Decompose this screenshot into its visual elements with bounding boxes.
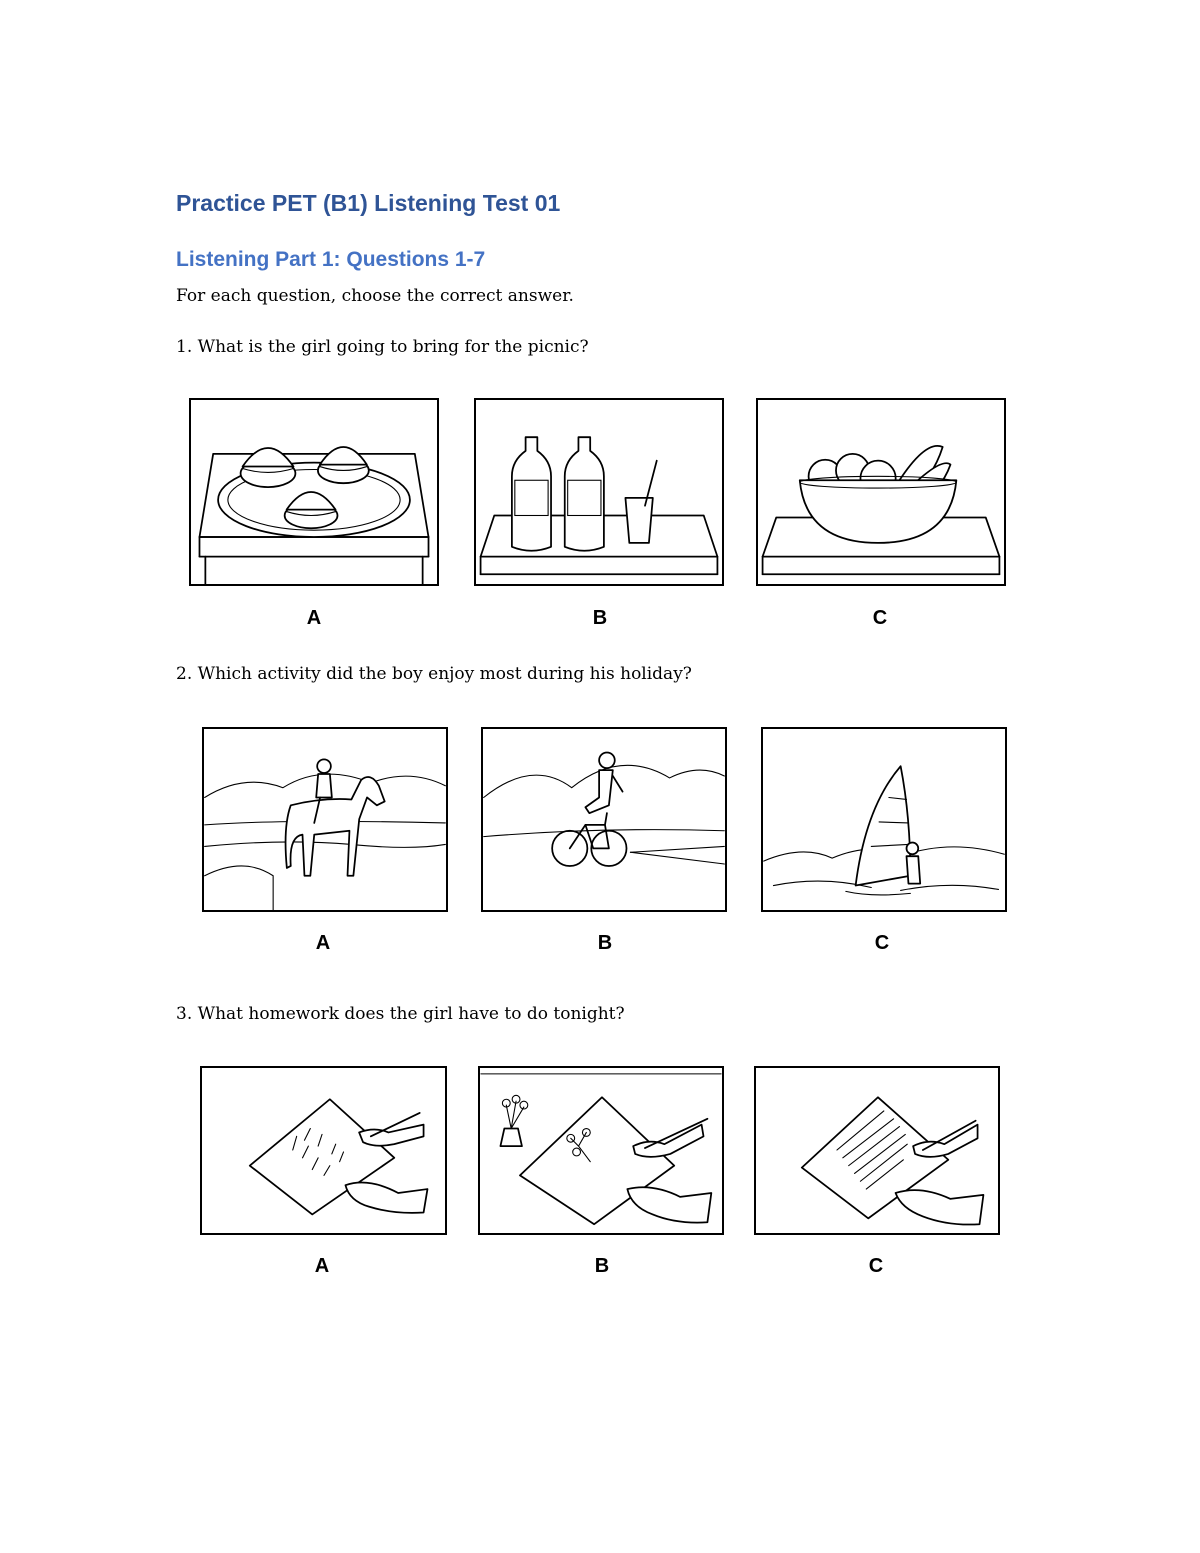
bottles-drink-illustration [476, 400, 722, 584]
q3-option-a-label[interactable]: A [314, 1255, 330, 1277]
q1-option-b-picture [474, 398, 724, 586]
q2-option-a-label[interactable]: A [315, 932, 331, 954]
q3-option-b-picture [478, 1066, 724, 1235]
q1-option-b-label[interactable]: B [592, 607, 608, 629]
writing-characters-illustration [202, 1068, 445, 1233]
part-heading: Listening Part 1: Questions 1-7 [176, 248, 486, 271]
q2-option-b-picture [481, 727, 727, 912]
q2-option-b-label[interactable]: B [597, 932, 613, 954]
burgers-plate-illustration [191, 400, 437, 584]
page-title: Practice PET (B1) Listening Test 01 [176, 190, 561, 216]
q1-option-a-label[interactable]: A [306, 607, 322, 629]
q3-option-b-label[interactable]: B [594, 1255, 610, 1277]
cycling-illustration [483, 729, 725, 910]
q2-option-c-label[interactable]: C [874, 932, 890, 954]
drawing-flowers-illustration [480, 1068, 722, 1233]
q3-option-c-picture [754, 1066, 1000, 1235]
horse-riding-illustration [204, 729, 446, 910]
question-2-text: 2. Which activity did the boy enjoy most during his holiday? [176, 664, 692, 684]
windsurfing-illustration [763, 729, 1005, 910]
q3-option-c-label[interactable]: C [868, 1255, 884, 1277]
q1-option-c-label[interactable]: C [872, 607, 888, 629]
q1-option-c-picture [756, 398, 1006, 586]
q2-option-a-picture [202, 727, 448, 912]
instruction-text: For each question, choose the correct answer. [176, 286, 574, 306]
question-3-text: 3. What homework does the girl have to do tonight? [176, 1004, 625, 1024]
q3-option-a-picture [200, 1066, 447, 1235]
writing-essay-illustration [756, 1068, 998, 1233]
fruit-bowl-illustration [758, 400, 1004, 584]
q1-option-a-picture [189, 398, 439, 586]
question-1-text: 1. What is the girl going to bring for the picnic? [176, 337, 589, 357]
q2-option-c-picture [761, 727, 1007, 912]
